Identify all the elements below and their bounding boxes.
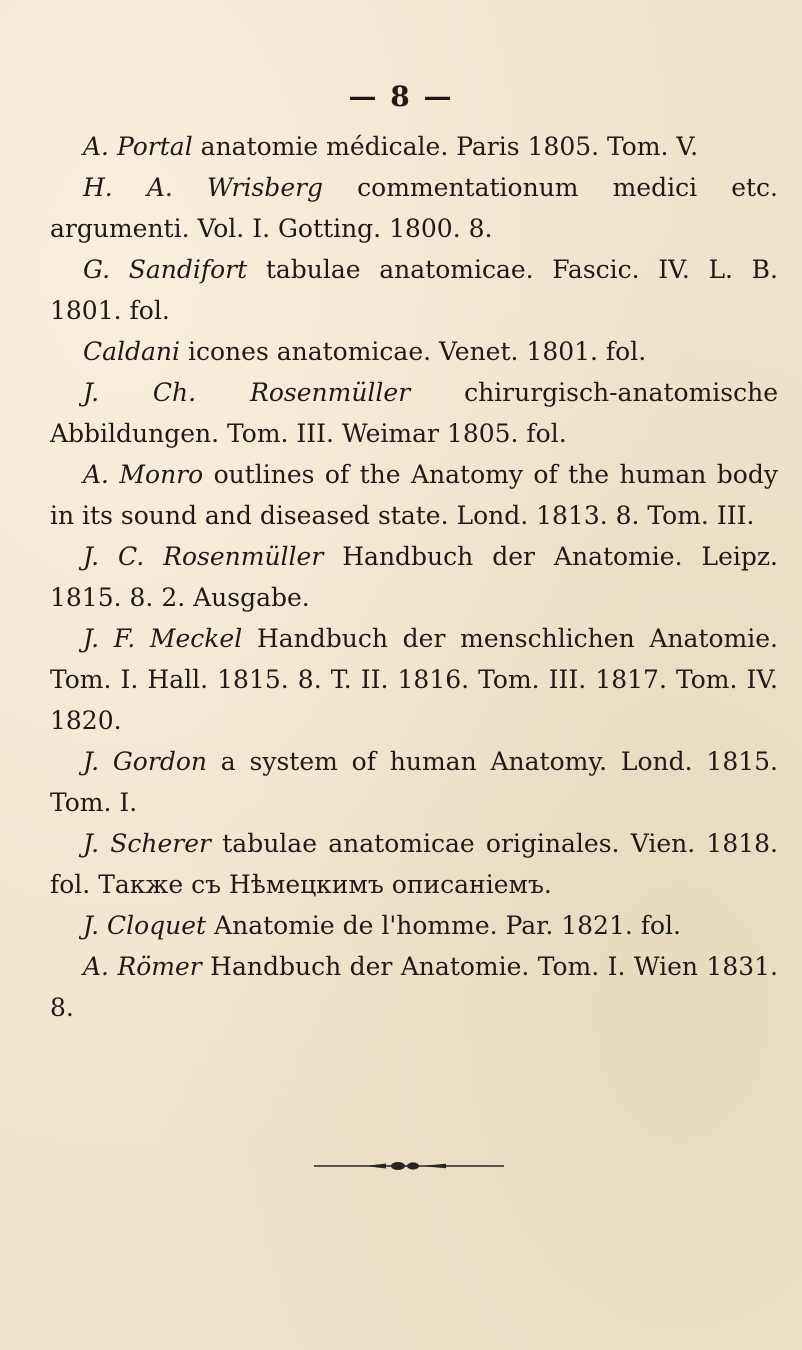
- entry-text: Handbuch der Anatomie. Leipz. 1815. 8. 2. Ausgabe.: [50, 542, 779, 612]
- entry-author: A. Römer: [83, 952, 202, 981]
- bibliography-entry: [50, 372, 778, 454]
- entry-author: Caldani: [83, 337, 181, 366]
- entry-author: A. Monro: [83, 460, 204, 489]
- entry-author: J. Cloquet: [83, 911, 207, 940]
- entry-author: A. Portal: [83, 132, 193, 161]
- bibliography-entry: [50, 905, 778, 946]
- entry-text: a system of human Anatomy. Lond. 1815. Tom. I.: [50, 747, 778, 817]
- entry-text: Anatomie de l'homme. Par. 1821. fol.: [206, 911, 681, 940]
- bibliography-entry: [50, 823, 778, 905]
- bibliography-list: [50, 126, 778, 1028]
- bibliography-entry: [50, 249, 778, 331]
- entry-text: commentationum medici etc. argumenti. Vol. I. Gotting. 1800. 8.: [50, 173, 778, 243]
- entry-author: J. Scherer: [83, 829, 211, 858]
- entry-text: icones anatomicae. Venet. 1801. fol.: [180, 337, 647, 366]
- entry-text: anatomie médicale. Paris 1805. Tom. V.: [192, 132, 699, 161]
- entry-author: H. A. Wrisberg: [83, 173, 324, 202]
- entry-text: Handbuch der Anatomie. Tom. I. Wien 1831. 8.: [50, 952, 778, 1022]
- bibliography-entry: [50, 741, 778, 823]
- page-number: — 8 —: [348, 80, 454, 113]
- entry-text: chirurgisch-anatomische Abbildungen. Tom. III. Weimar 1805. fol.: [50, 378, 778, 448]
- entry-author: G. Sandifort: [83, 255, 248, 284]
- entry-author: J. Ch. Rosenmüller: [83, 378, 411, 407]
- entry-author: J. F. Meckel: [83, 624, 243, 653]
- entry-text: outlines of the Anatomy of the human body in its sound and diseased state. Lond. 1813. 8. Tom. III.: [50, 460, 778, 530]
- entry-text: Handbuch der menschlichen Anatomie. Tom. I. Hall. 1815. 8. T. II. 1816. Tom. III. 1817. Tom. IV. 1820.: [50, 624, 779, 735]
- bibliography-entry: [50, 331, 778, 372]
- bibliography-entry: [50, 536, 778, 618]
- bibliography-entry: [50, 167, 778, 249]
- entry-text: tabulae anatomicae. Fascic. IV. L. B. 1801. fol.: [50, 255, 778, 325]
- bibliography-entry: [50, 618, 778, 741]
- entry-text: tabulae anatomicae originales. Vien. 1818. fol. Также съ Нѣмецкимъ описаніемъ.: [50, 829, 778, 899]
- bibliography-entry: [50, 454, 778, 536]
- ornamental-rule: [314, 1158, 504, 1174]
- bibliography-entry: [50, 946, 778, 1028]
- entry-author: J. C. Rosenmüller: [83, 542, 324, 571]
- entry-author: J. Gordon: [83, 747, 207, 776]
- bibliography-entry: [50, 126, 778, 167]
